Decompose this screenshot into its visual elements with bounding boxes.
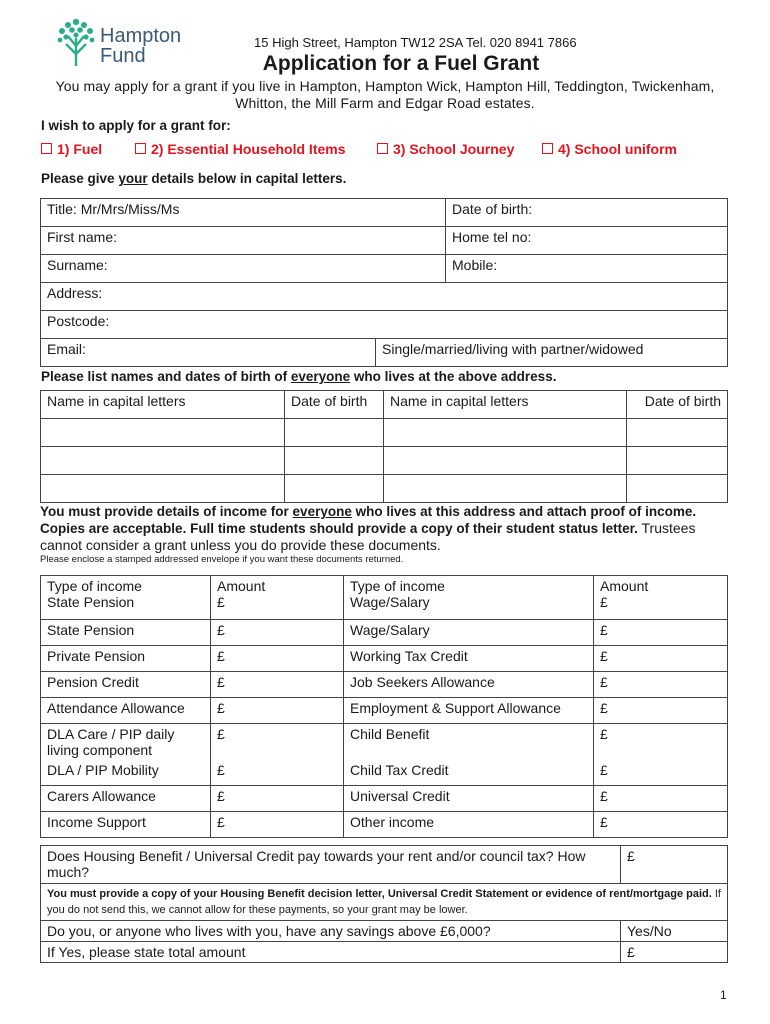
amount-left[interactable] [211, 646, 344, 672]
option-household-items[interactable] [135, 141, 346, 157]
email-field[interactable]: Email: [41, 339, 376, 367]
housing-note-bold: You must provide a copy of your Housing Benefit decision letter, Universal Credit Statement or evidence of rent/mortgage paid. [47, 888, 712, 900]
table-row [41, 812, 728, 838]
currency-symbol: £ [600, 788, 608, 804]
table-row [41, 646, 728, 672]
name-cell[interactable] [41, 475, 285, 503]
checkbox-icon[interactable] [542, 143, 553, 154]
income-type-label: DLA / PIP Mobility [47, 762, 159, 778]
amount-right[interactable] [594, 698, 728, 724]
col-header-type: Type of income [47, 578, 142, 594]
income-type-left [41, 760, 211, 786]
col-header-type: Type of income [350, 578, 445, 594]
housing-note-normal: If you do not send this, we cannot allow for these payments, so your grant may be lower. [47, 888, 721, 916]
dob-cell[interactable] [285, 447, 384, 475]
income-type-right [344, 760, 594, 786]
income-type-label: DLA Care / PIP daily living component [47, 726, 175, 758]
income-type-label: Pension Credit [47, 674, 139, 690]
surname-field[interactable]: Surname: [41, 255, 446, 283]
details-heading [41, 171, 346, 186]
income-type-left [41, 620, 211, 646]
household-members-table [40, 390, 728, 503]
amount-left[interactable] [211, 672, 344, 698]
income-instructions [40, 503, 730, 554]
income-type-label: Working Tax Credit [350, 648, 468, 664]
amount-right[interactable] [594, 812, 728, 838]
income-type-right [344, 646, 594, 672]
amount-right[interactable] [594, 786, 728, 812]
currency-symbol: £ [600, 622, 608, 638]
col-header-name: Name in capital letters [41, 391, 285, 419]
currency-symbol: £ [217, 762, 225, 778]
option-label: 2) Essential Household Items [151, 141, 346, 157]
currency-symbol: £ [600, 674, 608, 690]
details-heading-u: your [118, 171, 148, 186]
currency-symbol: £ [217, 814, 225, 830]
col-header-dob: Date of birth [627, 391, 728, 419]
amount-right[interactable] [594, 620, 728, 646]
housing-note [41, 884, 728, 921]
currency-symbol: £ [217, 648, 225, 664]
amount-right[interactable] [594, 576, 728, 620]
income-text-u: everyone [292, 504, 352, 519]
amount-left[interactable] [211, 620, 344, 646]
currency-symbol: £ [600, 648, 608, 664]
currency-symbol: £ [217, 700, 225, 716]
amount-right[interactable] [594, 646, 728, 672]
income-type-label: Child Tax Credit [350, 762, 449, 778]
income-table [40, 575, 728, 838]
table-row [41, 672, 728, 698]
table-row [41, 447, 728, 475]
household-heading-u: everyone [290, 369, 351, 384]
dob-cell[interactable] [285, 475, 384, 503]
checkbox-icon[interactable] [377, 143, 388, 154]
currency-symbol: £ [217, 594, 225, 610]
logo-name-line2: Fund [100, 45, 146, 67]
income-type-right [344, 672, 594, 698]
personal-details-table [40, 198, 728, 367]
name-cell[interactable] [384, 447, 627, 475]
name-cell[interactable] [384, 419, 627, 447]
amount-left[interactable] [211, 812, 344, 838]
amount-left[interactable] [211, 576, 344, 620]
name-cell[interactable] [384, 475, 627, 503]
income-type-left [41, 698, 211, 724]
dob-cell[interactable] [627, 447, 728, 475]
housing-benefit-amount[interactable]: £ [621, 846, 728, 884]
currency-symbol: £ [217, 622, 225, 638]
household-heading-b: who lives at the above address. [350, 369, 557, 384]
income-type-label: Wage/Salary [350, 622, 430, 638]
contact-address: 15 High Street, Hampton TW12 2SA Tel. 020 8941 7866 [254, 35, 577, 50]
first-name-field[interactable]: First name: [41, 227, 446, 255]
details-heading-a: Please give [41, 171, 119, 186]
table-row [41, 620, 728, 646]
savings-question: Do you, or anyone who lives with you, have any savings above £6,000? [41, 921, 621, 942]
postcode-field[interactable]: Postcode: [41, 311, 728, 339]
currency-symbol: £ [600, 762, 608, 778]
col-header-amount: Amount [600, 578, 649, 594]
savings-amount[interactable]: £ [621, 942, 728, 963]
checkbox-icon[interactable] [41, 143, 52, 154]
marital-status-field[interactable]: Single/married/living with partner/widowed [376, 339, 728, 367]
housing-benefit-question: Does Housing Benefit / Universal Credit pay towards your rent and/or council tax? How much? [41, 846, 621, 884]
col-header-name: Name in capital letters [384, 391, 627, 419]
household-heading [41, 369, 556, 384]
table-row [41, 419, 728, 447]
name-cell[interactable] [41, 447, 285, 475]
income-type-label: Employment & Support Allowance [350, 700, 561, 716]
income-type-label: Private Pension [47, 648, 146, 664]
col-header-amount: Amount [217, 578, 266, 594]
income-type-right [344, 576, 594, 620]
income-type-left [41, 646, 211, 672]
income-type-label: Attendance Allowance [47, 700, 185, 716]
income-type-label: Other income [350, 814, 435, 830]
income-type-left [41, 786, 211, 812]
sae-note: Please enclose a stamped addressed envelope if you want these documents returned. [40, 554, 404, 565]
option-label: 3) School Journey [393, 141, 515, 157]
dob-field[interactable]: Date of birth: [446, 199, 728, 227]
income-text-b: who lives at this address and attach proof of income. Copies are acceptable. Full time students should provide a copy of their student status letter. [40, 504, 697, 536]
amount-right[interactable] [594, 760, 728, 786]
income-type-left [41, 672, 211, 698]
dob-cell[interactable] [627, 419, 728, 447]
amount-right[interactable] [594, 724, 728, 761]
currency-symbol: £ [217, 674, 225, 690]
income-type-right [344, 620, 594, 646]
income-type-right [344, 786, 594, 812]
option-label: 4) School uniform [558, 141, 677, 157]
checkbox-icon[interactable] [135, 143, 146, 154]
option-school-uniform[interactable] [542, 141, 677, 157]
dob-cell[interactable] [285, 419, 384, 447]
currency-symbol: £ [600, 594, 608, 610]
income-type-right [344, 724, 594, 761]
income-type-label: State Pension [47, 622, 135, 638]
amount-left[interactable] [211, 786, 344, 812]
currency-symbol: £ [600, 700, 608, 716]
table-row [41, 475, 728, 503]
currency-symbol: £ [217, 726, 225, 742]
currency-symbol: £ [217, 788, 225, 804]
details-heading-b: details below in capital letters. [147, 171, 347, 186]
page-title [0, 52, 770, 76]
amount-left[interactable] [211, 724, 344, 761]
grant-type-heading: I wish to apply for a grant for: [41, 118, 231, 133]
income-type-label: Universal Credit [350, 788, 450, 804]
eligibility-intro: You may apply for a grant if you live in Hampton, Hampton Wick, Hampton Hill, Teddington, Twickenham, Whitton, the Mill Farm and Edgar Road estates. [55, 78, 715, 111]
mobile-field[interactable]: Mobile: [446, 255, 728, 283]
savings-amount-label: If Yes, please state total amount [41, 942, 621, 963]
income-type-label: Wage/Salary [350, 594, 430, 610]
page-title-text: Application for a Fuel Grant [262, 52, 540, 75]
home-tel-field[interactable]: Home tel no: [446, 227, 728, 255]
housing-savings-table [40, 845, 728, 963]
income-type-left [41, 576, 211, 620]
option-label: 1) Fuel [57, 141, 103, 157]
address-field[interactable]: Address: [41, 283, 728, 311]
option-school-journey[interactable] [377, 141, 514, 157]
currency-symbol: £ [600, 814, 608, 830]
amount-right[interactable] [594, 672, 728, 698]
logo-name-line1: Hampton [100, 25, 182, 47]
currency-symbol: £ [600, 726, 608, 742]
income-type-left [41, 724, 211, 761]
income-type-label: Job Seekers Allowance [350, 674, 495, 690]
table-row [41, 576, 728, 620]
household-heading-a: Please list names and dates of birth of [41, 369, 291, 384]
income-type-label: Carers Allowance [47, 788, 156, 804]
table-row [41, 698, 728, 724]
amount-left[interactable] [211, 698, 344, 724]
income-type-right [344, 698, 594, 724]
col-header-dob: Date of birth [285, 391, 384, 419]
income-type-right [344, 812, 594, 838]
income-type-label: State Pension [47, 594, 135, 610]
name-cell[interactable] [41, 419, 285, 447]
income-type-label: Child Benefit [350, 726, 430, 742]
option-fuel[interactable] [41, 141, 102, 157]
income-text-a: You must provide details of income for [40, 504, 293, 519]
table-row [41, 760, 728, 786]
page-number: 1 [720, 988, 727, 1002]
table-row [41, 786, 728, 812]
amount-left[interactable] [211, 760, 344, 786]
title-field[interactable]: Title: Mr/Mrs/Miss/Ms [41, 199, 446, 227]
income-text-c: Trustees cannot consider a grant unless you do provide these documents. [40, 520, 696, 553]
table-row [41, 724, 728, 761]
income-type-label: Income Support [47, 814, 146, 830]
income-type-left [41, 812, 211, 838]
savings-yes-no[interactable]: Yes/No [621, 921, 728, 942]
dob-cell[interactable] [627, 475, 728, 503]
